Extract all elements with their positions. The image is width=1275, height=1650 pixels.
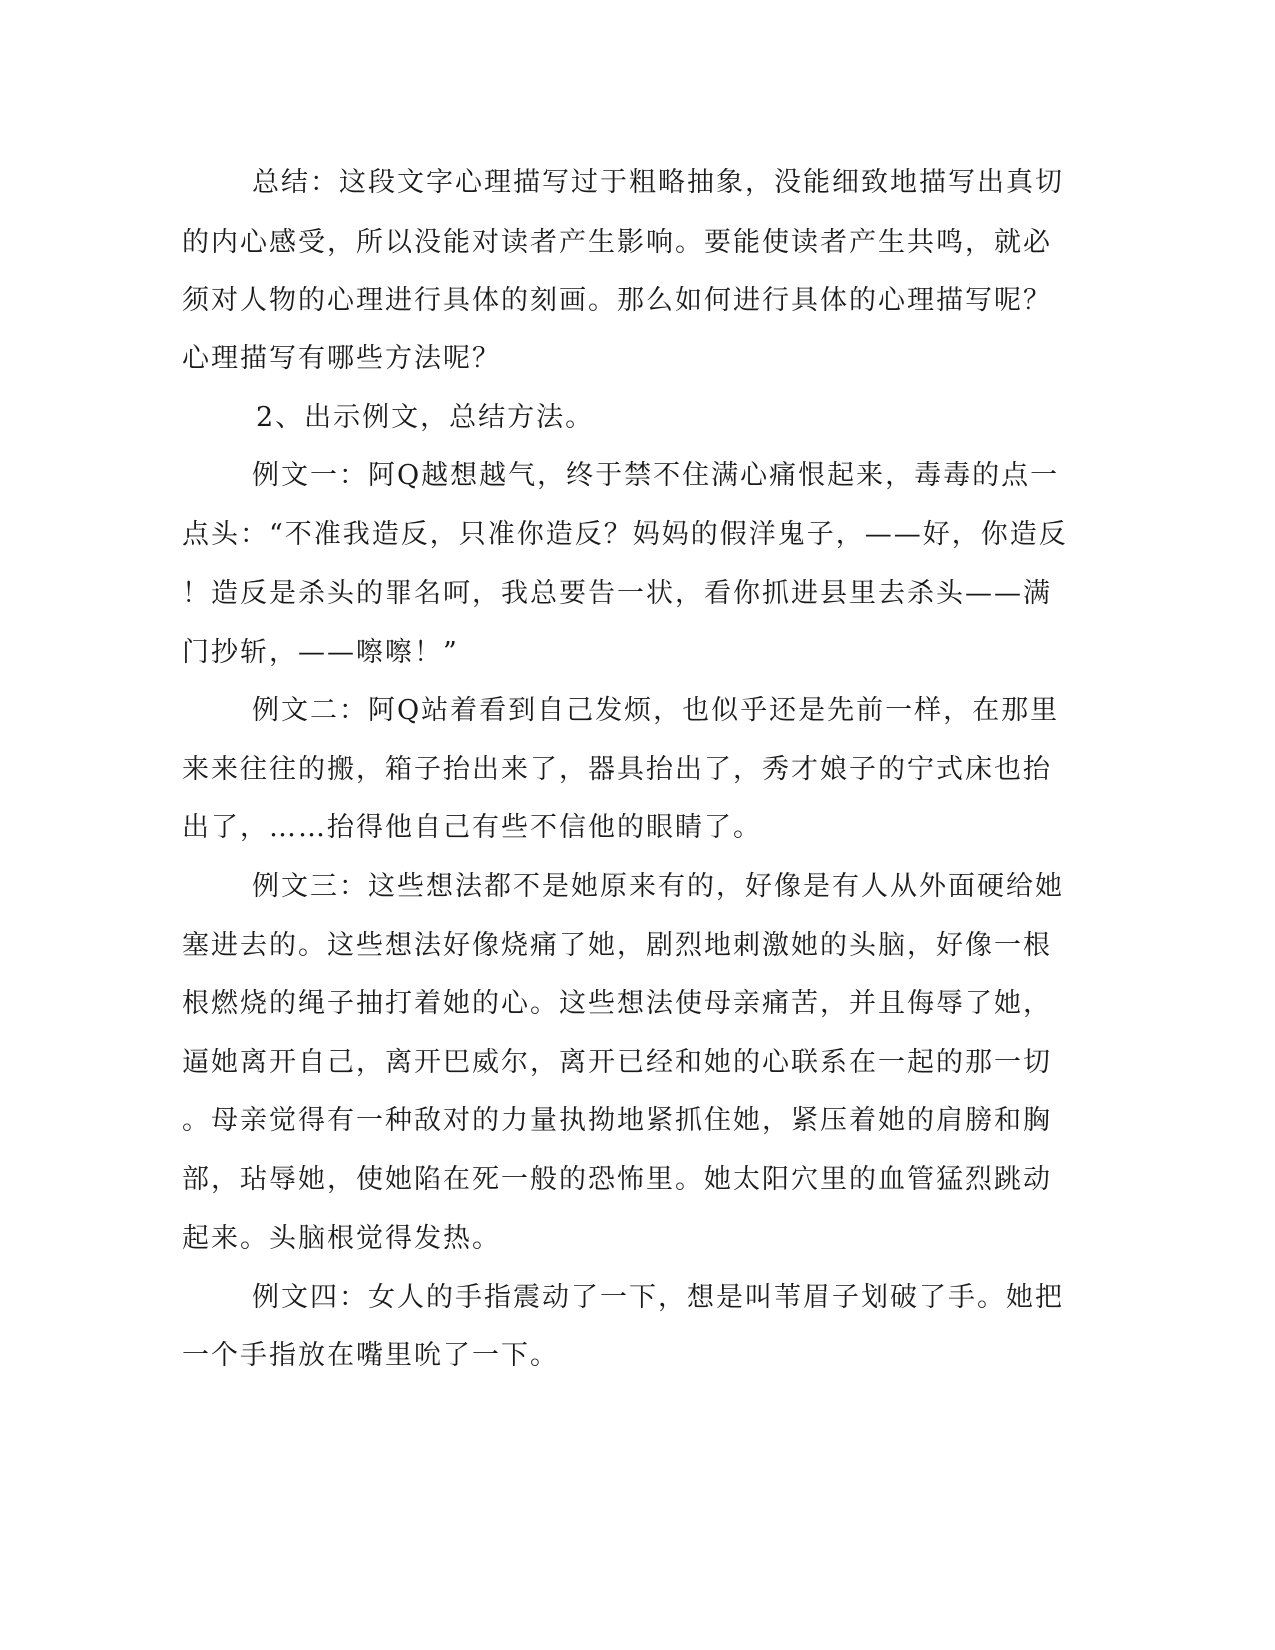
text-line: 点头：“不准我造反，只准你造反？妈妈的假洋鬼子，——好，你造反 (182, 519, 1068, 550)
text-line: 例文一：阿Q越想越气，终于禁不住满心痛恨起来，毒毒的点一 (252, 460, 1060, 491)
text-line: 须对人物的心理进行具体的刻画。那么如何进行具体的心理描写呢？ (182, 285, 1052, 316)
text-line: 总结：这段文字心理描写过于粗略抽象，没能细致地描写出真切 (252, 167, 1064, 198)
text-line: ！造反是杀头的罪名呵，我总要告一状，看你抓进县里去杀头——满 (182, 578, 1052, 609)
text-line: 起来。头脑根觉得发热。 (182, 1223, 501, 1254)
text-line: 。母亲觉得有一种敌对的力量执拗地紧抓住她，紧压着她的肩膀和胸 (182, 1105, 1052, 1136)
text-line: 的内心感受，所以没能对读者产生影响。要能使读者产生共鸣，就必 (182, 227, 1052, 258)
text-line: 心理描写有哪些方法呢？ (182, 343, 501, 374)
text-line: 门抄斩，——嚓嚓！” (182, 637, 459, 668)
text-line: 部，玷辱她，使她陷在死一般的恐怖里。她太阳穴里的血管猛烈跳动 (182, 1164, 1052, 1195)
text-line: 逼她离开自己，离开巴威尔，离开已经和她的心联系在一起的那一切 (182, 1047, 1052, 1078)
text-line: 来来往往的搬，箱子抬出来了，器具抬出了，秀才娘子的宁式床也抬 (182, 754, 1052, 785)
text-line: 塞进去的。这些想法好像烧痛了她，剧烈地刺激她的头脑，好像一根 (182, 930, 1052, 961)
text-line: 出了，……抬得他自己有些不信他的眼睛了。 (182, 812, 762, 843)
text-line: 例文四：女人的手指震动了一下，想是叫苇眉子划破了手。她把 (252, 1282, 1064, 1313)
text-line: 一个手指放在嘴里吮了一下。 (182, 1340, 559, 1371)
text-line: 例文三：这些想法都不是她原来有的，好像是有人从外面硬给她 (252, 871, 1064, 902)
text-line: 例文二：阿Q站着看到自己发烦，也似乎还是先前一样，在那里 (252, 695, 1060, 726)
text-line: 2、出示例文，总结方法。 (256, 402, 595, 433)
text-line: 根燃烧的绳子抽打着她的心。这些想法使母亲痛苦，并且侮辱了她， (182, 988, 1052, 1019)
